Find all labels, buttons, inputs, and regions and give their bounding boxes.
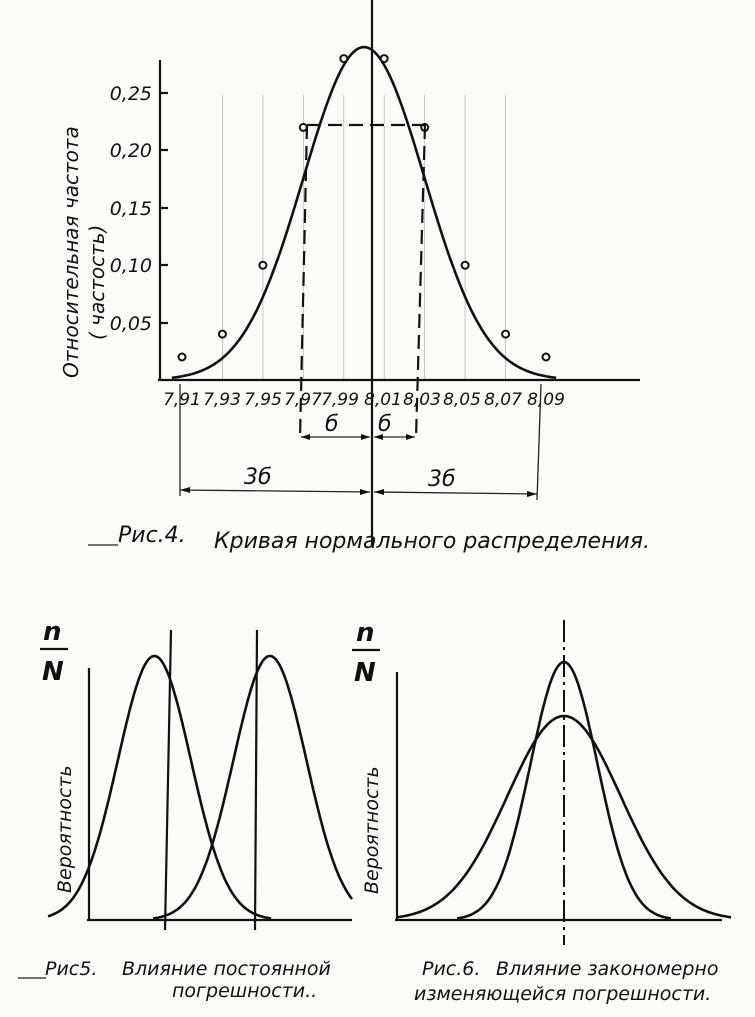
fig6-y-fraction-numerator: n <box>356 618 375 648</box>
fig5-curve-2 <box>153 656 352 918</box>
fig4-caption: Кривая нормального распределения. <box>214 529 651 554</box>
fig4-x-tick-label: 8,01 <box>364 390 402 410</box>
fig5-caption-line2: погрешности.. <box>172 980 318 1002</box>
fig4-x-tick-label: 7,99 <box>321 390 359 410</box>
fig4-x-tick-label: 7,93 <box>203 390 241 410</box>
fig4-3sigma-label-right: 3б <box>428 467 456 492</box>
fig4-data-point <box>462 262 469 269</box>
fig6-caption-line1: Влияние закономерно <box>496 958 719 980</box>
fig4-y-tick-label: 0,05 <box>109 313 152 335</box>
fig4-x-tick-label: 8,09 <box>527 390 565 410</box>
fig4-data-point <box>300 124 307 131</box>
fig4-data-point <box>543 354 550 361</box>
fig4-caption-number: Рис.4. <box>118 523 186 548</box>
fig5-caption-number: Рис5. <box>45 958 98 980</box>
fig5-caption-line1: Влияние постоянной <box>122 958 331 980</box>
fig4-3sigma-arrow-left <box>180 490 370 492</box>
fig4-normal-curve <box>172 47 556 378</box>
figure-4 <box>59 0 650 554</box>
fig4-data-point <box>502 331 509 338</box>
fig4-sigma-label-left: б <box>325 412 339 437</box>
fig4-data-point <box>179 354 186 361</box>
fig4-y-tick-label: 0,20 <box>109 140 152 162</box>
fig4-data-points <box>179 55 550 360</box>
fig4-x-tick-label: 7,97 <box>284 390 322 410</box>
fig5-y-fraction-numerator: n <box>43 617 62 647</box>
fig4-y-axis-sublabel: ( частость) <box>85 224 109 340</box>
fig4-sigma-label-right: б <box>378 412 392 437</box>
fig4-data-point <box>381 55 388 62</box>
fig5-y-axis-label: Вероятность <box>54 765 76 893</box>
fig4-x-tick-label: 7,95 <box>244 390 282 410</box>
fig5-y-fraction-denominator: N <box>42 657 64 687</box>
fig4-y-tick-label: 0,25 <box>109 83 152 105</box>
fig4-3sigma-label-left: 3б <box>244 465 272 490</box>
fig4-x-tick-label: 8,03 <box>403 390 441 410</box>
figure-5 <box>18 617 352 1002</box>
fig4-x-tick-label: 8,07 <box>484 390 522 410</box>
fig4-y-axis-label: Относительная частота <box>59 126 83 378</box>
fig6-y-axis-label: Вероятность <box>361 766 383 894</box>
fig4-x-tick-label: 8,05 <box>443 390 481 410</box>
fig4-faint-gridlines <box>222 95 505 380</box>
fig4-y-tick-label: 0,10 <box>109 255 152 277</box>
fig4-data-point <box>219 331 226 338</box>
fig4-data-point <box>340 55 347 62</box>
fig6-y-fraction-denominator: N <box>354 658 376 688</box>
fig6-caption-line2: изменяющейся погрешности. <box>414 983 712 1005</box>
fig4-3sigma-arrow-right <box>374 492 537 494</box>
figure-6 <box>352 618 731 1005</box>
fig4-x-ticks <box>163 390 565 410</box>
fig5-curve-1 <box>48 656 271 918</box>
fig4-data-point <box>259 262 266 269</box>
fig6-caption-number: Рис.6. <box>422 958 481 980</box>
fig4-x-tick-label: 7,91 <box>163 390 201 410</box>
fig4-y-tick-label: 0,15 <box>109 198 152 220</box>
